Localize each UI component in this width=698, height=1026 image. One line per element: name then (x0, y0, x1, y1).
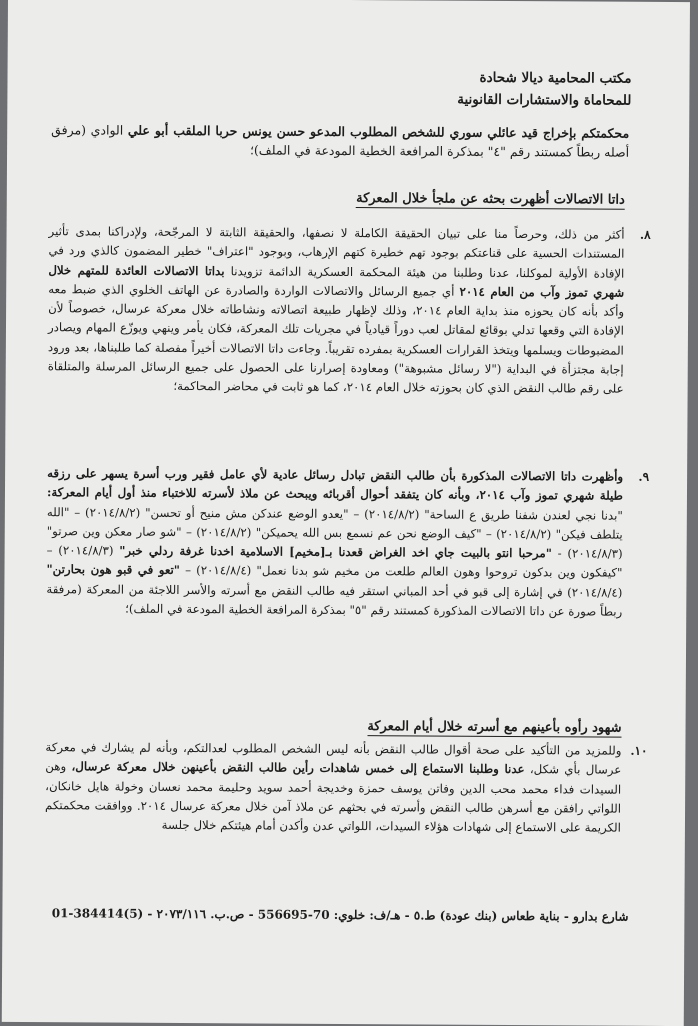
intro-tail: الوادي (مرفق أصله ربطاً كمستند رقم "٤" بمذكرة المرافعة الخطية المودعة في الملف)؛ (51, 122, 630, 160)
footer-contact: 01-384414(5) - خلوي: 70-556695 - ص.ب. ٢٠٧٣/١١٦ (51, 906, 366, 923)
intro-lead: محكمتكم بإخراج قيد عائلي سوري للشخص المطلوب المدعو حسن يونس حربا الملقب أبو علي (127, 122, 630, 141)
paragraph-bold: بداتا الاتصالات العائدة للمتهم خلال شهري تموز وآب من العام ٢٠١٤ (48, 262, 625, 300)
page-footer (42, 906, 628, 924)
paragraph-text-2: (٢٠١٤/٨/٣) – "كيفكون وين بدكون تروحوا وهون العالم طلعت من مخيم شو بدنا نعمل" (٢٠١٤/٨/٤) – (46, 543, 623, 581)
paragraph-text: "بدنا نجي لعندن شفنا طريق ع الساحة" (٢٠١٤/٨/٢) – "يعدو الوضع عندكن مش منيح أو تحسن" (٢٠١٤/٨/٢) – "الله يتلطف فيكن" (٢٠١٤/٨/٢) – "كيف الوضع نحن عم نسمع بس الله يحميكن" (٢٠١٤/٨/٢) – "شو صار معكن وين صرتو" (٢٠١٤/٨/٣) - (46, 504, 623, 561)
heading-text: شهود رأوه بأعينهم مع أسرته خلال أيام المعركة (367, 719, 622, 736)
paragraph-text-3: (٢٠١٤/٨/٤) في إشارة إلى قبو في أحد المباني استقر فيه طالب النقض مع أسرته والأسر اللاجئة من المعركة (مرفقة ربطاً صورة عن داتا الاتصالات المذكورة كمستند رقم "٥" بمذكرة المرافعة الخطية المودعة في الملف)؛ (46, 581, 623, 619)
document-page (2, 0, 690, 1026)
paragraph-number: ١٠. (630, 743, 648, 758)
paragraph-8 (47, 222, 651, 399)
letterhead (457, 67, 631, 112)
paragraph-number: ٨. (639, 227, 651, 242)
heading-text: داتا الاتصالات أظهرت بحثه عن ملجأ خلال المعركة (356, 191, 625, 208)
paragraph-bold-2: "مرحبا انتو بالبيت جاي اخد الغراض قعدنا بـ[مخيم] الاسلامية اخدنا غرفة ردلي خبر" (119, 543, 552, 561)
paragraph-text: أكثر من ذلك، وحرصاً منا على تبيان الحقيقة الكاملة لا نصفها، والحقيقة الثابتة لا المرجّحة، ولإدراكنا بمدى تأثير المستندات الحسية على قناعتكم بوجود تهم خطيرة كتهم الإرهاب، وبوجود "اعتراف" خطير المضمون كالذي ورد في الإفادة الأولية لموكلنا، عدنا وطلبنا من هيئة المحكمة العسكرية الدائمة تزويدنا (48, 224, 625, 281)
paragraph-bold-3: "تعو في قبو هون بحارتن" (46, 562, 181, 578)
section-heading-witnesses (367, 719, 621, 738)
paragraph-10 (45, 738, 648, 838)
footer-address: شارع بدارو - بناية طعاس (بنك عودة) ط.٥ - هـ/ف: (365, 908, 629, 924)
paragraph-bold: عدنا وطلبنا الاستماع إلى خمس شاهدات رأين طالب النقض بأعينهن خلال معركة عرسال، (71, 759, 525, 777)
office-subtitle: للمحاماة والاستشارات القانونية (457, 91, 632, 109)
intro-paragraph (51, 120, 629, 162)
paragraph-text-2: وهن السيدات فداء محمد محب الدين وفاتن يوسف حمزة وخديجة أحمد سويد وحليمة محمد نعسان وخولة هايل خانكان، اللواتي رافقن مع أسرهن طالب النقض وأسرته في بحثهم عن ملاذ آمن خلال معركة عرسال ٢٠١٤. ووافقت محكمتكم الكريمة على الاستماع إلى شهادات هؤلاء السيدات، اللواتي عدن وأكدن أمام هيئتكم خلال جلسة (45, 759, 622, 835)
paragraph-number: ٩. (638, 469, 650, 484)
paragraph-text-2: أي جميع الرسائل والاتصالات الواردة والصادرة عن الهاتف الخلوي الذي ضبط معه وأكد بأنه كان يحوزه منذ بداية العام ٢٠١٤، وذلك لإظهار طبيعة اتصالاته ونشاطاته خلال معركة عرسال، خصوصاً لأن الإفادة التي وقعها تدلي بوقائع لمقاتل لعب دوراً قيادياً في مجريات تلك المعركة، فكان يأمر وينهي ويوزّع المهام ويصادر المضبوطات ويسلمها ويتخذ القرارات العسكرية بمفرده تقريباً. وجاءت داتا الاتصالات أخيراً مفصلة كما طلبناها، بعد ورود إجابة مجتزأة في البداية ("لا رسائل مشبوهة") ومعاودة إصرارنا على الحصول على جميع الرسائل المرسلة والمتلقاة على رقم طالب النقض الذي كان بحوزته خلال العام ٢٠١٤، كما هو ثابت في محاضر المحاكمة؛ (47, 282, 625, 397)
paragraph-9 (46, 464, 650, 622)
paragraph-bold: وأظهرت داتا الاتصالات المذكورة بأن طالب النقض تبادل رسائل عادية لأي عامل فقير ورب أسرة يسهر على رزقه طيلة شهري تموز وآب ٢٠١٤، وبأنه كان يتفقد أحوال أقربائه ويبحث عن ملاذ لأسرته للاختباء منذ أول أيام المعركة: (46, 466, 624, 503)
office-name: مكتب المحامية ديالا شحادة (479, 69, 632, 87)
section-heading-telecom (356, 191, 625, 210)
paragraph-text: وللمزيد من التأكيد على صحة أقوال طالب النقض بأنه ليس الشخص المطلوب لعدالتكم، وبأنه لم يشارك في معركة عرسال بأي شكل، (45, 740, 622, 777)
